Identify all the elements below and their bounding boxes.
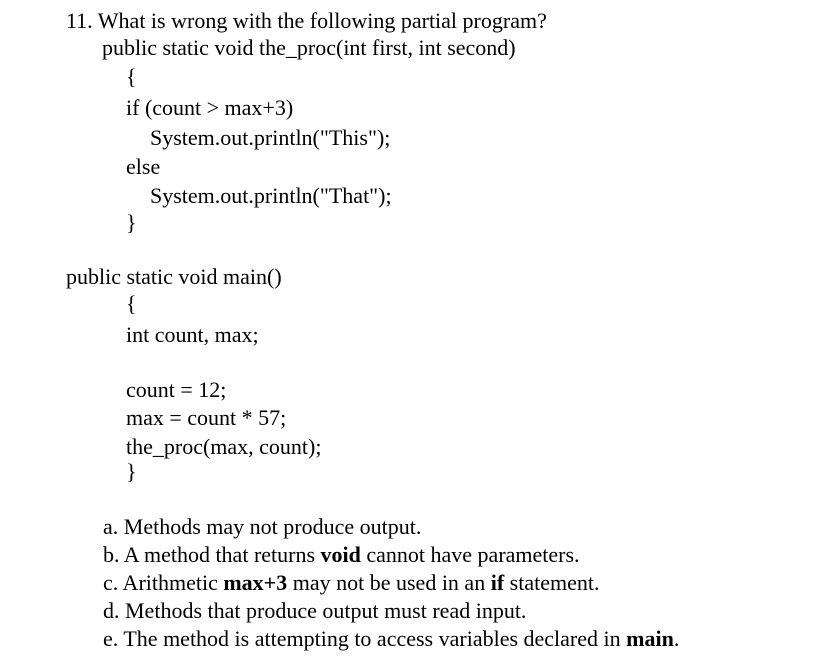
code-proc-signature: public static void the_proc(int first, int second) (102, 35, 516, 60)
code-else-line: else (126, 154, 161, 179)
code-main-signature: public static void main() (66, 264, 282, 289)
choice-b-bold: void (320, 542, 361, 567)
question-text: 11. What is wrong with the following partial program? (66, 8, 547, 33)
choice-c-pre: c. Arithmetic (103, 570, 224, 595)
code-print-that: System.out.println("That"); (150, 183, 392, 208)
choice-b (103, 544, 580, 566)
choice-e-bold: main (626, 626, 674, 651)
choice-c-bold1: max+3 (223, 570, 288, 595)
code-assign-count: count = 12; (126, 377, 227, 402)
code-main-open-brace: { (126, 291, 137, 316)
choice-c-bold2: if (490, 570, 505, 595)
choice-c-post: statement. (504, 570, 600, 595)
code-proc-close-brace: } (126, 210, 137, 235)
choice-b-post: cannot have parameters. (360, 542, 580, 567)
code-main-close-brace: } (126, 459, 137, 484)
code-declaration: int count, max; (126, 322, 259, 347)
choice-c (103, 572, 599, 594)
choice-e (103, 628, 679, 650)
code-print-this: System.out.println("This"); (150, 125, 391, 150)
code-assign-max: max = count * 57; (126, 405, 287, 430)
choice-b-pre: b. A method that returns (103, 542, 321, 567)
code-proc-open-brace: { (126, 64, 137, 89)
code-call-proc: the_proc(max, count); (126, 434, 322, 459)
choice-a: a. Methods may not produce output. (103, 514, 422, 539)
choice-e-pre: e. The method is attempting to access variables declared in (103, 626, 627, 651)
code-if-line: if (count > max+3) (126, 95, 294, 120)
choice-e-post: . (673, 626, 680, 651)
choice-c-mid: may not be used in an (287, 570, 491, 595)
choice-d: d. Methods that produce output must read input. (103, 598, 527, 623)
